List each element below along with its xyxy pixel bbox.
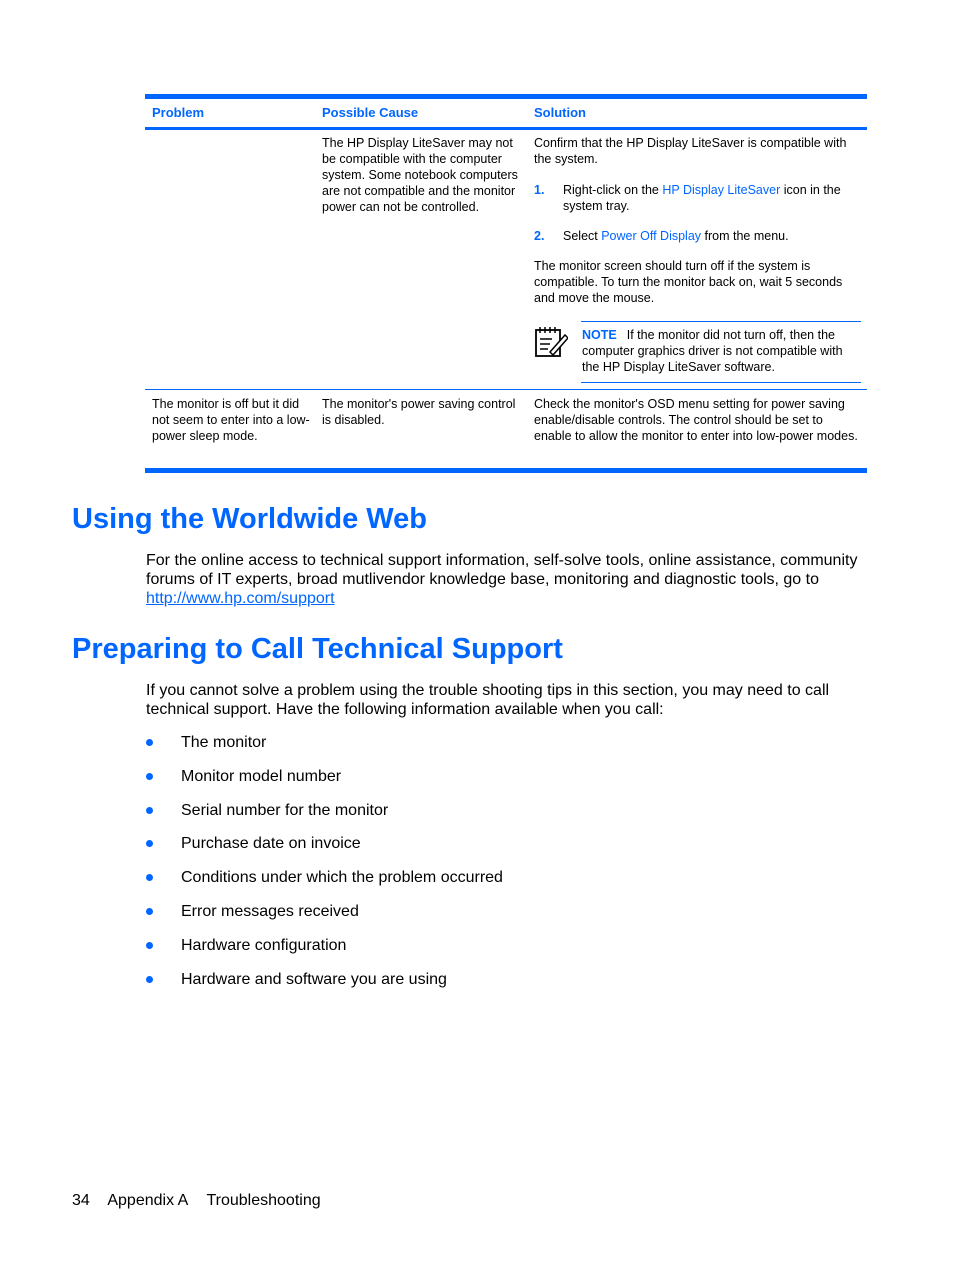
step-text: Right-click on the HP Display LiteSaver icon in the system tray. xyxy=(563,183,841,213)
bullet-icon xyxy=(146,773,153,780)
bullet-icon xyxy=(146,942,153,949)
row1-cause: The HP Display LiteSaver may not be compatible with the computer system. Some notebook computers are not compatible and the monitor power can not be controlled. xyxy=(322,136,518,214)
table-header-rule xyxy=(145,127,867,130)
header-problem: Problem xyxy=(152,105,205,120)
step-text: Select Power Off Display from the menu. xyxy=(563,229,789,243)
row2-solution: Check the monitor's OSD menu setting for power saving enable/disable controls. The control should be set to enable to allow the monitor to enter into low-power modes. xyxy=(534,397,858,443)
note-pad-icon xyxy=(534,325,568,359)
litesaver-link[interactable]: HP Display LiteSaver xyxy=(662,183,781,197)
bullet-icon xyxy=(146,908,153,915)
list-item: Conditions under which the problem occurred xyxy=(146,868,846,902)
footer-appendix: Appendix A xyxy=(107,1192,189,1209)
bullet-icon xyxy=(146,840,153,847)
step-number: 2. xyxy=(534,229,545,243)
step-number: 1. xyxy=(534,183,545,197)
list-item: Hardware configuration xyxy=(146,936,846,970)
section-title-call-support: Preparing to Call Technical Support xyxy=(72,633,563,665)
table-top-rule xyxy=(145,94,867,99)
list-item: Purchase date on invoice xyxy=(146,834,846,868)
header-solution: Solution xyxy=(534,105,586,120)
header-possible-cause: Possible Cause xyxy=(322,105,419,120)
bullet-icon xyxy=(146,874,153,881)
page-footer xyxy=(72,1192,335,1210)
power-off-display-link[interactable]: Power Off Display xyxy=(601,229,702,243)
hp-support-link[interactable]: http://www.hp.com/support xyxy=(146,590,335,607)
row2-problem: The monitor is off but it did not seem to enter into a low-power sleep mode. xyxy=(152,397,310,443)
row2-cause: The monitor's power saving control is disabled. xyxy=(322,397,516,427)
section-title-worldwide-web: Using the Worldwide Web xyxy=(72,503,427,535)
worldwide-web-paragraph: For the online access to technical support information, self-solve tools, online assistance, community forums of IT experts, broad mutlivendor knowledge base, monitoring and diagnostic tools, go to http://www.hp.com/support xyxy=(146,552,858,607)
list-item: Monitor model number xyxy=(146,767,846,801)
note-text: NOTE If the monitor did not turn off, then the computer graphics driver is not compatible with the HP Display LiteSaver software. xyxy=(582,328,843,374)
list-item: Hardware and software you are using xyxy=(146,970,846,1004)
bullet-icon xyxy=(146,807,153,814)
row1-solution-intro: Confirm that the HP Display LiteSaver is compatible with the system. xyxy=(534,136,847,166)
row1-solution-after: The monitor screen should turn off if the system is compatible. To turn the monitor back on, wait 5 seconds and move the mouse. xyxy=(534,259,843,305)
note-label: NOTE xyxy=(582,328,617,342)
list-item: The monitor xyxy=(146,733,846,767)
note-box xyxy=(534,321,862,384)
call-support-paragraph: If you cannot solve a problem using the trouble shooting tips in this section, you may need to call technical support. Have the following information available when you call: xyxy=(146,682,830,718)
list-item: Error messages received xyxy=(146,902,846,936)
bullet-icon xyxy=(146,739,153,746)
table-bottom-rule xyxy=(145,468,867,473)
footer-chapter: Troubleshooting xyxy=(206,1192,321,1209)
bullet-icon xyxy=(146,976,153,983)
list-item: Serial number for the monitor xyxy=(146,801,846,835)
page-number: 34 xyxy=(72,1192,90,1209)
info-checklist xyxy=(146,733,846,1003)
table-row-rule xyxy=(145,389,867,390)
